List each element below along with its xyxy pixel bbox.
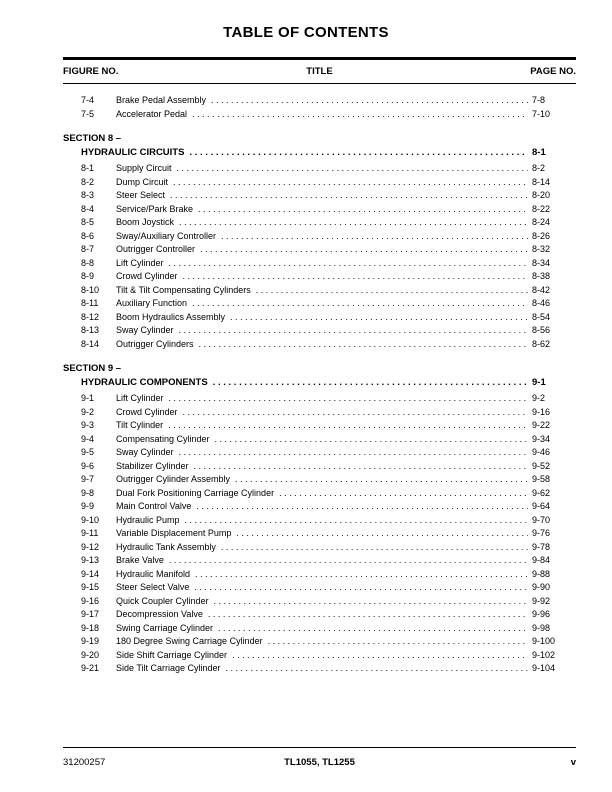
section-label: SECTION 8 – [63,133,122,144]
toc-content [63,57,576,676]
toc-entry-row[interactable] [63,649,576,663]
toc-entry-row[interactable] [63,554,576,568]
entry-page: 8-14 [532,176,551,187]
figure-number: 8-1 [81,163,95,173]
figure-number: 8-14 [81,338,100,349]
toc-entry-row[interactable] [63,189,576,203]
figure-number: 8-13 [81,325,100,335]
entry-title: Side Tilt Carriage Cylinder [116,663,221,673]
page-title: TABLE OF CONTENTS [223,24,389,41]
entry-title: Side Shift Carriage Cylinder [116,649,228,660]
figure-number: 7-4 [81,95,95,105]
page-footer [63,747,576,768]
entry-page: 9-22 [532,420,551,430]
entry-title: Outrigger Cylinders [116,338,194,349]
footer-part-number: 31200257 [63,757,106,768]
toc-groups [63,94,576,676]
entry-title: Tilt Cylinder [116,420,164,430]
figure-number: 9-4 [81,433,95,444]
entry-title: Sway/Auxiliary Controller [116,230,217,241]
entry-title: Hydraulic Tank Assembly [116,541,216,552]
entry-page: 9-58 [532,474,551,484]
toc-entry-row[interactable] [63,270,576,284]
toc-entry-row[interactable] [63,257,576,271]
dot-leader [192,297,528,311]
figure-number: 9-7 [81,474,95,484]
dot-leader [194,581,528,595]
entry-page: 9-70 [532,514,551,525]
entry-page: 9-76 [532,528,551,538]
dot-leader [256,284,528,298]
entry-page: 9-100 [532,636,556,646]
dot-leader [211,94,528,108]
toc-entry-row[interactable] [63,608,576,622]
figure-number: 9-17 [81,609,100,619]
entry-title: Outrigger Cylinder Assembly [116,474,231,484]
toc-entry-row[interactable] [63,473,576,487]
figure-number: 8-8 [81,257,95,268]
dot-leader [226,662,528,676]
entry-title: Dump Circuit [116,176,169,187]
figure-number: 9-15 [81,582,100,592]
entry-page: 8-20 [532,190,551,200]
dot-leader [169,392,528,406]
entry-title: Accelerator Pedal [116,108,188,119]
figure-number: 9-19 [81,636,100,646]
entry-page: 8-26 [532,230,551,241]
dot-leader [170,189,528,203]
dot-leader [194,460,528,474]
figure-number: 9-10 [81,514,100,525]
dot-leader [189,146,528,160]
toc-entry-row[interactable] [63,635,576,649]
dot-leader [179,324,528,338]
dot-leader [192,108,528,122]
dot-leader [199,338,528,352]
footer-page-number: v [570,757,576,768]
toc-entry-row[interactable] [63,284,576,298]
figure-number: 9-16 [81,595,100,606]
entry-page: 9-62 [532,487,551,498]
toc-group [63,362,576,676]
dot-leader [168,419,528,433]
entry-page: 8-2 [532,163,546,173]
figure-number: 8-12 [81,311,100,322]
toc-entry-row[interactable] [63,176,576,190]
entry-title: 180 Degree Swing Carriage Cylinder [116,636,263,646]
figure-number: 9-21 [81,663,100,673]
dot-leader [215,433,528,447]
entry-page: 9-104 [532,663,556,673]
entry-page: 9-92 [532,595,551,606]
figure-number: 9-18 [81,622,100,633]
toc-entry-row[interactable] [63,541,576,555]
dot-leader [221,230,528,244]
figure-number: 9-20 [81,649,100,660]
figure-number: 8-10 [81,284,100,295]
figure-number: 7-5 [81,108,95,119]
entry-title: Hydraulic Pump [116,514,180,525]
entry-page: 8-32 [532,244,551,254]
entry-page: 8-46 [532,298,551,308]
entry-page: 8-54 [532,311,551,322]
figure-number: 8-4 [81,203,95,214]
entry-title: Quick Coupler Cylinder [116,595,209,606]
entry-title: Tilt & Tilt Compensating Cylinders [116,284,251,295]
toc-group [63,132,576,351]
section-heading[interactable] [63,132,576,160]
entry-title: Outrigger Controller [116,244,196,254]
section-title: HYDRAULIC CIRCUITS [81,147,185,158]
dot-leader [235,473,528,487]
entry-title: Sway Cylinder [116,325,174,335]
toc-entry-row[interactable] [63,311,576,325]
figure-number: 8-6 [81,230,95,241]
entry-title: Brake Valve [116,555,164,565]
figure-number: 8-11 [81,298,99,308]
dot-leader [200,243,528,257]
entry-page: 9-98 [532,622,551,633]
entry-page: 9-78 [532,541,551,552]
footer-model-numbers: TL1055, TL1255 [284,757,355,768]
toc-entry-row[interactable] [63,243,576,257]
entry-title: Steer Select Valve [116,582,190,592]
entry-page: 8-42 [532,284,551,295]
figure-number: 9-2 [81,406,95,417]
entry-title: Sway Cylinder [116,447,174,457]
dot-leader [177,162,528,176]
section-title: HYDRAULIC COMPONENTS [81,377,208,388]
figure-number: 8-5 [81,217,95,227]
entry-page: 9-34 [532,433,551,444]
toc-entry-row[interactable] [63,622,576,636]
dot-leader [195,568,528,582]
section-page: 8-1 [532,147,546,158]
toc-column-header [63,57,576,84]
entry-list [63,94,576,121]
entry-page: 9-102 [532,649,556,660]
entry-page: 9-90 [532,582,551,592]
figure-number: 9-9 [81,501,95,511]
entry-page: 8-62 [532,338,551,349]
entry-page: 8-22 [532,203,551,214]
dot-leader [169,257,528,271]
figure-number: 9-3 [81,420,95,430]
entry-page: 8-56 [532,325,551,335]
dot-leader [213,376,528,390]
toc-entry-row[interactable] [63,406,576,420]
figure-number: 9-6 [81,460,95,471]
entry-page: 7-8 [532,95,546,105]
figure-number: 9-8 [81,487,95,498]
figure-number: 9-13 [81,555,100,565]
entry-page: 8-24 [532,217,551,227]
entry-page: 7-10 [532,108,551,119]
figure-number: 8-2 [81,176,95,187]
entry-title: Brake Pedal Assembly [116,95,207,105]
dot-leader [208,608,528,622]
figure-number: 9-11 [81,528,99,538]
toc-group [63,94,576,121]
toc-entry-row[interactable] [63,162,576,176]
dot-leader [268,635,528,649]
entry-title: Hydraulic Manifold [116,568,191,579]
toc-entry-row[interactable] [63,433,576,447]
entry-title: Boom Joystick [116,217,175,227]
entry-title: Lift Cylinder [116,257,164,268]
entry-page: 9-52 [532,460,551,471]
dot-leader [169,554,528,568]
toc-entry-row[interactable] [63,297,576,311]
entry-page: 9-16 [532,406,551,417]
toc-entry-row[interactable] [63,230,576,244]
dot-leader [185,514,528,528]
entry-page: 9-88 [532,568,551,579]
entry-title: Auxiliary Function [116,298,188,308]
figure-number: 9-1 [81,393,95,403]
toc-entry-row[interactable] [63,392,576,406]
dot-leader [173,176,528,190]
entry-title: Variable Displacement Pump [116,528,232,538]
entry-list [63,162,576,351]
toc-entry-row[interactable] [63,324,576,338]
dot-leader [179,216,528,230]
dot-leader [218,622,528,636]
entry-title: Lift Cylinder [116,393,164,403]
entry-title: Compensating Cylinder [116,433,210,444]
toc-entry-row[interactable] [63,514,576,528]
entry-title: Stabilizer Cylinder [116,460,189,471]
toc-entry-row[interactable] [63,216,576,230]
entry-title: Decompression Valve [116,609,203,619]
entry-title: Dual Fork Positioning Carriage Cylinder [116,487,275,498]
entry-page: 9-84 [532,555,551,565]
entry-title: Service/Park Brake [116,203,194,214]
toc-entry-row[interactable] [63,527,576,541]
dot-leader [279,487,528,501]
dot-leader [230,311,528,325]
figure-number: 8-3 [81,190,95,200]
toc-entry-row[interactable] [63,500,576,514]
dot-leader [236,527,528,541]
toc-entry-row[interactable] [63,595,576,609]
entry-page: 8-34 [532,257,551,268]
section-heading[interactable] [63,362,576,390]
toc-entry-row[interactable] [63,419,576,433]
entry-list [63,392,576,676]
dot-leader [214,595,528,609]
dot-leader [232,649,528,663]
entry-title: Steer Select [116,190,166,200]
figure-number: 9-14 [81,568,100,579]
entry-title: Crowd Cylinder [116,271,178,281]
section-page: 9-1 [532,377,546,388]
entry-page: 8-38 [532,271,551,281]
title-column-label: TITLE [306,66,333,77]
dot-leader [196,500,528,514]
toc-entry-row[interactable] [63,203,576,217]
toc-entry-row[interactable] [63,446,576,460]
dot-leader [179,446,528,460]
entry-title: Main Control Valve [116,501,192,511]
section-title-row[interactable] [63,146,576,160]
page-no-column-label: PAGE NO. [530,66,576,77]
entry-page: 9-96 [532,609,551,619]
figure-no-column-label: FIGURE NO. [63,66,119,77]
entry-title: Swing Carriage Cylinder [116,622,214,633]
entry-page: 9-64 [532,501,551,511]
figure-number: 9-5 [81,447,95,457]
dot-leader [183,270,528,284]
entry-title: Crowd Cylinder [116,406,178,417]
toc-entry-row[interactable] [63,662,576,676]
toc-entry-row[interactable] [63,108,576,122]
toc-entry-row[interactable] [63,94,576,108]
entry-page: 9-46 [532,447,551,457]
entry-title: Boom Hydraulics Assembly [116,311,226,322]
dot-leader [198,203,528,217]
dot-leader [221,541,528,555]
entry-title: Supply Circuit [116,163,172,173]
figure-number: 8-9 [81,271,95,281]
figure-number: 9-12 [81,541,100,552]
section-label: SECTION 9 – [63,363,122,374]
entry-page: 9-2 [532,393,546,403]
dot-leader [183,406,528,420]
toc-entry-row[interactable] [63,581,576,595]
toc-entry-row[interactable] [63,487,576,501]
toc-entry-row[interactable] [63,568,576,582]
figure-number: 8-7 [81,244,95,254]
section-title-row[interactable] [63,376,576,390]
toc-entry-row[interactable] [63,460,576,474]
toc-entry-row[interactable] [63,338,576,352]
